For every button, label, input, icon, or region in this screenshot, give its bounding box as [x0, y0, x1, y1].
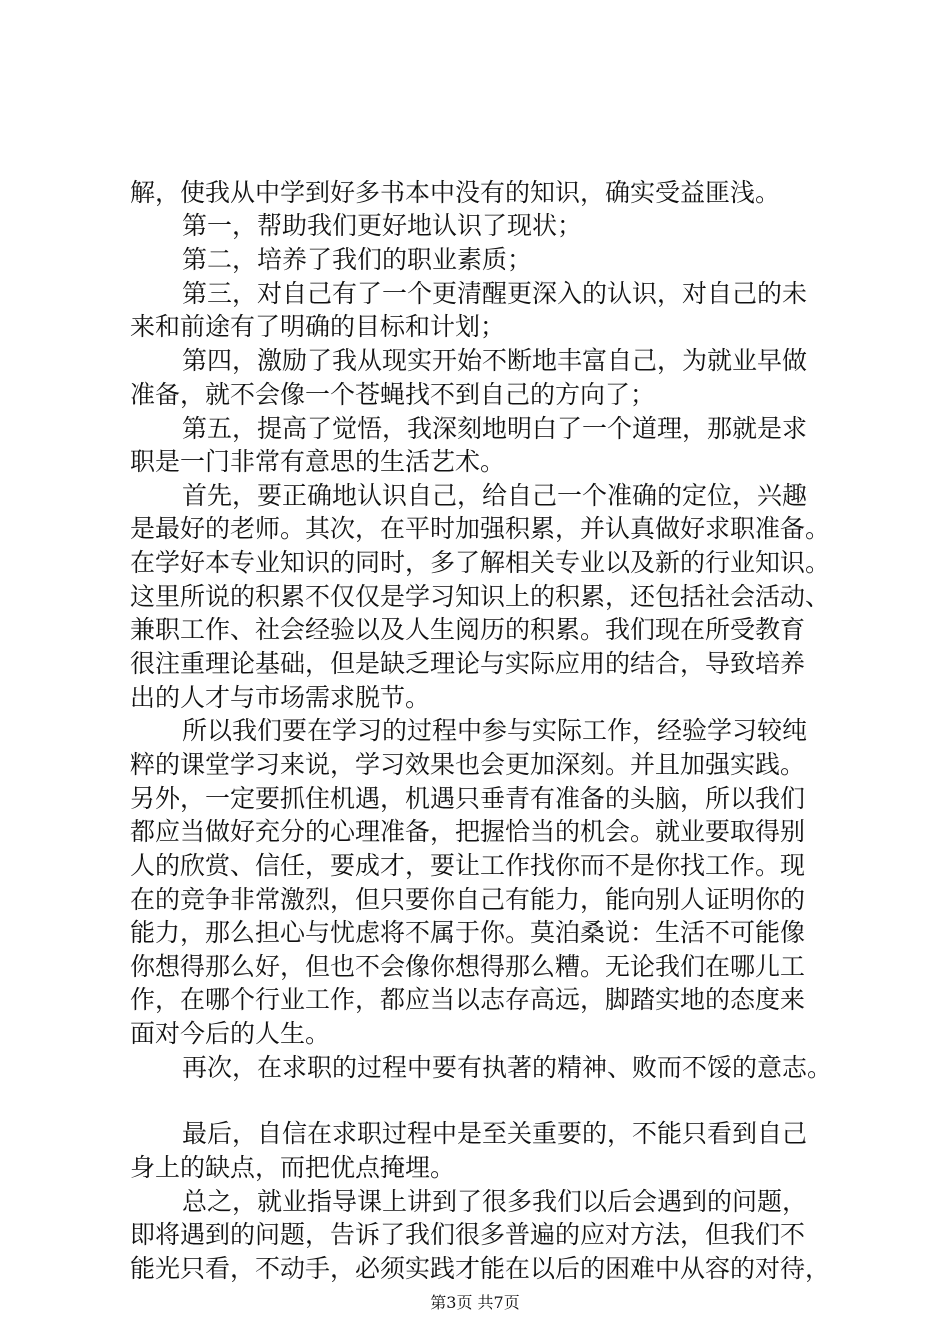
page-number-footer: 第3页 共7页: [430, 1293, 520, 1312]
text-line: 另外，一定要抓住机遇，机遇只垂青有准备的头脑，所以我们: [130, 784, 806, 813]
text-line: 总之，就业指导课上讲到了很多我们以后会遇到的问题，: [182, 1187, 808, 1216]
text-line: 能光只看，不动手，必须实践才能在以后的困难中从容的对待，: [130, 1254, 831, 1283]
text-line: 第三，对自己有了一个更清醒更深入的认识，对自己的未: [182, 279, 808, 308]
text-line: 在学好本专业知识的同时，多了解相关专业以及新的行业知识。: [130, 548, 831, 577]
text-line: 在的竞争非常激烈，但只要你自己有能力，能向别人证明你的: [130, 885, 806, 914]
text-line: 解，使我从中学到好多书本中没有的知识，确实受益匪浅。: [130, 178, 781, 207]
text-line: 第一，帮助我们更好地认识了现状；: [182, 211, 583, 240]
text-line: 第二，培养了我们的职业素质；: [182, 245, 533, 274]
text-line: 作，在哪个行业工作，都应当以志存高远，脚踏实地的态度来: [130, 985, 806, 1014]
text-line: 准备，就不会像一个苍蝇找不到自己的方向了；: [130, 380, 656, 409]
text-line: 身上的缺点，而把优点掩埋。: [130, 1153, 456, 1182]
text-line: 来和前途有了明确的目标和计划；: [130, 312, 506, 341]
text-line: 兼职工作、社会经验以及人生阅历的积累。我们现在所受教育: [130, 615, 806, 644]
text-line: 最后，自信在求职过程中是至关重要的，不能只看到自己: [182, 1119, 808, 1148]
text-line: 很注重理论基础，但是缺乏理论与实际应用的结合，导致培养: [130, 649, 806, 678]
text-line: 面对今后的人生。: [130, 1019, 331, 1048]
text-line: 都应当做好充分的心理准备，把握恰当的机会。就业要取得别: [130, 817, 806, 846]
text-line: 再次，在求职的过程中要有执著的精神、败而不馁的意志。: [182, 1053, 833, 1082]
text-line: 是最好的老师。其次，在平时加强积累，并认真做好求职准备。: [130, 514, 831, 543]
text-line: 即将遇到的问题，告诉了我们很多普遍的应对方法，但我们不: [130, 1220, 806, 1249]
text-line: 首先，要正确地认识自己，给自己一个准确的定位，兴趣: [182, 481, 808, 510]
text-line: 粹的课堂学习来说，学习效果也会更加深刻。并且加强实践。: [130, 750, 806, 779]
text-line: 职是一门非常有意思的生活艺术。: [130, 447, 506, 476]
text-line: 第四，激励了我从现实开始不断地丰富自己，为就业早做: [182, 346, 808, 375]
text-line: 所以我们要在学习的过程中参与实际工作，经验学习较纯: [182, 716, 808, 745]
text-line: 出的人才与市场需求脱节。: [130, 683, 431, 712]
text-line: 你想得那么好，但也不会像你想得那么糟。无论我们在哪儿工: [130, 952, 806, 981]
text-line: 第五，提高了觉悟，我深刻地明白了一个道理，那就是求: [182, 414, 808, 443]
text-line: 能力，那么担心与忧虑将不属于你。莫泊桑说：生活不可能像: [130, 918, 806, 947]
text-line: 这里所说的积累不仅仅是学习知识上的积累，还包括社会活动、: [130, 582, 831, 611]
text-line: 人的欣赏、信任，要成才，要让工作找你而不是你找工作。现: [130, 851, 806, 880]
